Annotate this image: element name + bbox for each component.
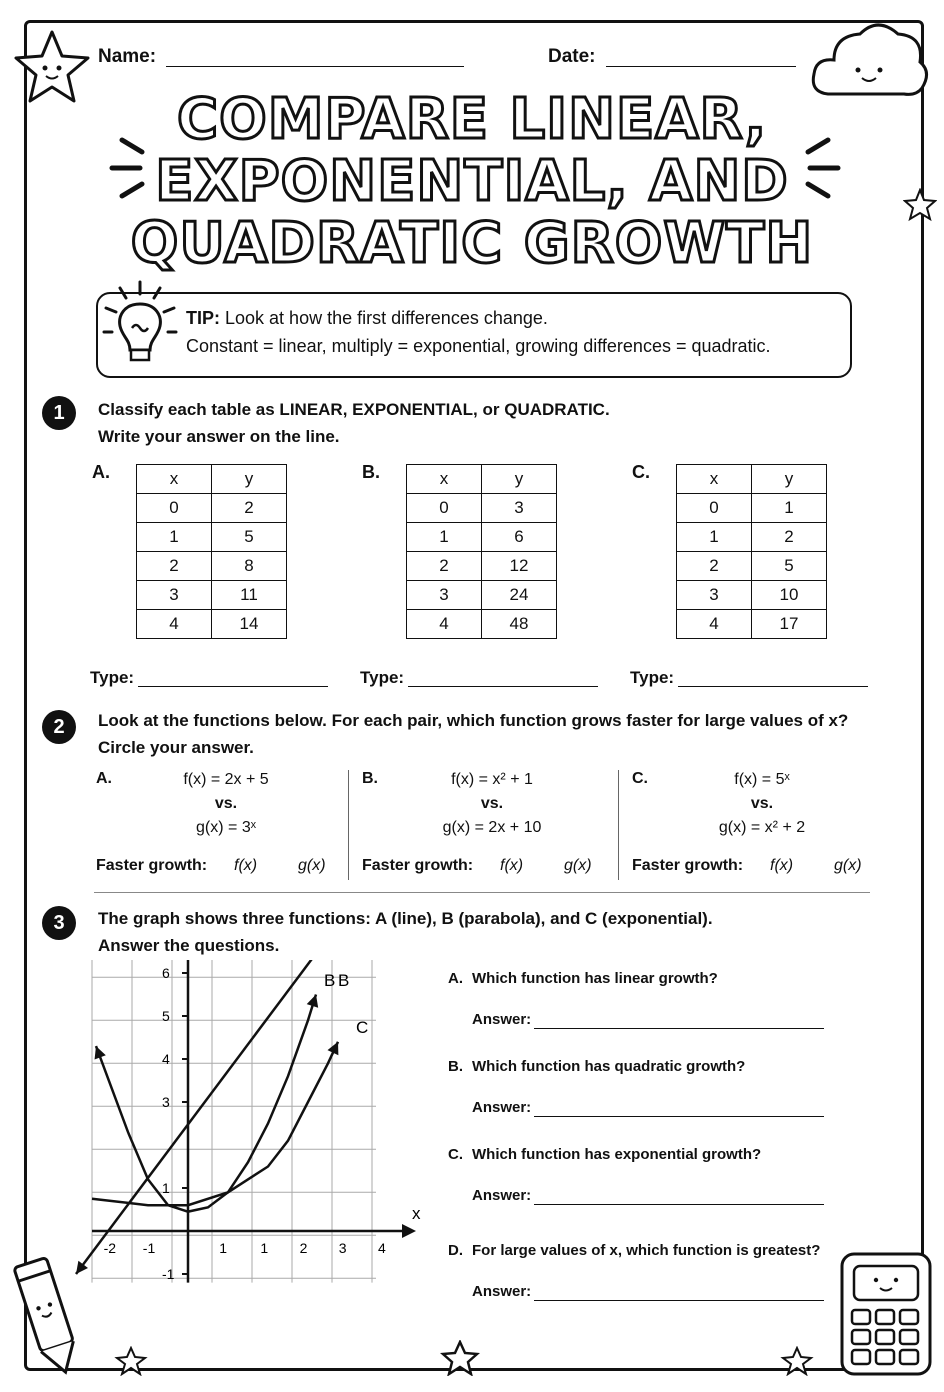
x-tick-label: 1 [260,1240,269,1256]
type-answer-field[interactable] [138,670,328,687]
y-tick-label: -1 [162,1266,175,1282]
vs-label: vs. [214,795,238,812]
table-row [407,581,557,610]
table-row [407,610,557,639]
table-cell: 3 [677,581,752,610]
tip-line1: Look at how the first differences change. [225,308,548,328]
pair-functions [672,768,852,840]
table-cell: 48 [482,610,557,639]
answer-label: Answer: [472,1283,532,1300]
q2-instruction-1: Look at the functions below. For each pair, which function grows faster for large values of x? [98,711,849,730]
f-function: f(x) = x² + 1 [451,771,533,788]
q2-bottom-rule [94,892,870,893]
table-row [407,494,557,523]
x-tick-label: -2 [103,1240,117,1256]
date-field[interactable] [606,48,796,67]
pair-functions [136,768,316,840]
vs-label: vs. [480,795,504,812]
pair-label: A. [96,770,112,787]
f-function: f(x) = 2x + 5 [183,771,269,788]
table-cell: 12 [482,552,557,581]
table-cell: 0 [407,494,482,523]
page-title-line2: EXPONENTIAL, AND [155,149,789,214]
table-header-cell: x [137,465,212,494]
q3-question-label: A. [448,970,463,987]
series-C-curve [92,1042,338,1205]
name-label: Name: [98,46,157,67]
q3-instruction-1: The graph shows three functions: A (line), B (parabola), and C (exponential). [98,909,713,928]
q2-divider-1 [348,770,349,880]
f-function: f(x) = 5ˣ [734,771,790,788]
table-row [407,552,557,581]
q1-table [406,464,557,639]
g-function: g(x) = 3ˣ [196,819,256,836]
table-row [677,523,827,552]
table-cell: 2 [677,552,752,581]
table-cell: 5 [212,523,287,552]
q1-table-label: C. [632,462,650,482]
table-cell: 2 [137,552,212,581]
type-answer-field[interactable] [408,670,598,687]
type-label: Type: [630,668,675,687]
answer-label: Answer: [472,1187,532,1204]
table-row [137,581,287,610]
bottom-star-middle-icon [440,1340,480,1376]
q3-question-label: C. [448,1146,463,1163]
question-2-number: 2 [42,710,76,744]
table-row [677,610,827,639]
faster-growth-label: Faster growth: [362,857,474,874]
faster-growth-label: Faster growth: [632,857,744,874]
answer-label: Answer: [472,1011,532,1028]
option-f-circle[interactable]: f(x) [500,857,524,874]
table-cell: 3 [482,494,557,523]
curve-label-C: C [356,1018,369,1038]
x-axis-label: x [412,1204,421,1223]
table-header-cell: y [482,465,557,494]
table-cell: 4 [137,610,212,639]
pair-functions [402,768,582,840]
table-cell: 10 [752,581,827,610]
q3-question-text: Which function has quadratic growth? [472,1058,746,1075]
pair-label: B. [362,770,378,787]
tip-box [96,292,852,378]
table-row [407,523,557,552]
table-cell: 1 [677,523,752,552]
q3-answer-field[interactable] [534,1188,824,1205]
q3-question-text: Which function has exponential growth? [472,1146,762,1163]
table-row [137,610,287,639]
y-tick-label: 6 [162,965,170,981]
option-f-circle[interactable]: f(x) [770,857,794,874]
option-g-circle[interactable]: g(x) [834,857,862,874]
q1-instruction-2: Write your answer on the line. [98,427,340,446]
table-row [137,552,287,581]
x-tick-label: 1 [219,1240,228,1256]
x-tick-label: 2 [299,1240,308,1256]
option-g-circle[interactable]: g(x) [564,857,592,874]
x-tick-label: 3 [338,1240,347,1256]
q3-question-text: For large values of x, which function is greatest? [472,1242,821,1259]
q1-table-label: A. [92,462,110,482]
table-cell: 11 [212,581,287,610]
y-tick-label: 5 [162,1008,170,1024]
table-row [677,494,827,523]
q1-instruction-1: Classify each table as LINEAR, EXPONENTIAL, or QUADRATIC. [98,400,610,419]
table-cell: 2 [212,494,287,523]
y-tick-label: 1 [162,1180,170,1196]
series-B-arrow [307,993,322,1008]
table-cell: 24 [482,581,557,610]
table-cell: 17 [752,610,827,639]
series-B-curve [96,995,316,1212]
bottom-star-left-icon [114,1346,148,1376]
y-tick-label: 4 [162,1051,170,1067]
g-function: g(x) = x² + 2 [718,819,806,836]
table-cell: 8 [212,552,287,581]
x-tick-label: -1 [142,1240,156,1256]
bottom-star-right-icon [780,1346,814,1376]
table-cell: 4 [407,610,482,639]
type-answer-field[interactable] [678,670,868,687]
table-cell: 0 [677,494,752,523]
table-cell: 2 [407,552,482,581]
table-row [677,552,827,581]
table-cell: 1 [407,523,482,552]
option-f-circle[interactable]: f(x) [234,857,258,874]
function-graph [70,960,430,1300]
table-header-cell: x [407,465,482,494]
question-1-number: 1 [42,396,76,430]
q3-question-text: Which function has linear growth? [472,970,718,987]
q3-answer-field[interactable] [534,1284,824,1301]
q2-divider-2 [618,770,619,880]
table-cell: 6 [482,523,557,552]
curve-label-B: B [324,970,336,990]
table-row [137,523,287,552]
curve-label-B: B [338,970,350,990]
table-cell: 2 [752,523,827,552]
faster-growth-label: Faster growth: [96,857,208,874]
x-tick-label: 4 [378,1240,386,1256]
table-cell: 1 [752,494,827,523]
table-row [677,581,827,610]
table-header-cell: y [212,465,287,494]
answer-label: Answer: [472,1099,532,1116]
q1-table [136,464,287,639]
q3-answer-field[interactable] [534,1100,824,1117]
question-3-number: 3 [42,906,76,940]
q1-table-label: B. [362,462,380,482]
tip-label: TIP: [186,308,220,328]
table-cell: 3 [407,581,482,610]
q3-instruction-2: Answer the questions. [98,936,280,955]
series-C-arrow [327,1039,343,1055]
table-cell: 14 [212,610,287,639]
page-title-line1: COMPARE LINEAR, [177,87,767,152]
q3-question-label: B. [448,1058,463,1075]
type-label: Type: [90,668,135,687]
table-header-cell: x [677,465,752,494]
page-title-line3: QUADRATIC GROWTH [130,211,814,276]
option-g-circle[interactable]: g(x) [298,857,326,874]
q2-instruction-2: Circle your answer. [98,738,254,757]
table-cell: 4 [677,610,752,639]
table-cell: 1 [137,523,212,552]
x-axis-arrow [402,1224,416,1238]
table-header-cell: y [752,465,827,494]
q3-answer-field[interactable] [534,1012,824,1029]
type-label: Type: [360,668,405,687]
table-cell: 5 [752,552,827,581]
table-cell: 0 [137,494,212,523]
lightbulb-icon [102,278,178,370]
tip-line2: Constant = linear, multiply = exponential, growing differences = quadratic. [186,336,771,356]
name-field[interactable] [166,48,464,67]
g-function: g(x) = 2x + 10 [442,819,542,836]
table-row [137,494,287,523]
y-tick-label: 3 [162,1094,170,1110]
calculator-doodle-icon [836,1250,936,1380]
table-cell: 3 [137,581,212,610]
q3-question-label: D. [448,1242,463,1259]
date-label: Date: [548,46,596,67]
series-B-left-arrow [90,1044,105,1059]
vs-label: vs. [750,795,774,812]
q1-table [676,464,827,639]
pair-label: C. [632,770,648,787]
